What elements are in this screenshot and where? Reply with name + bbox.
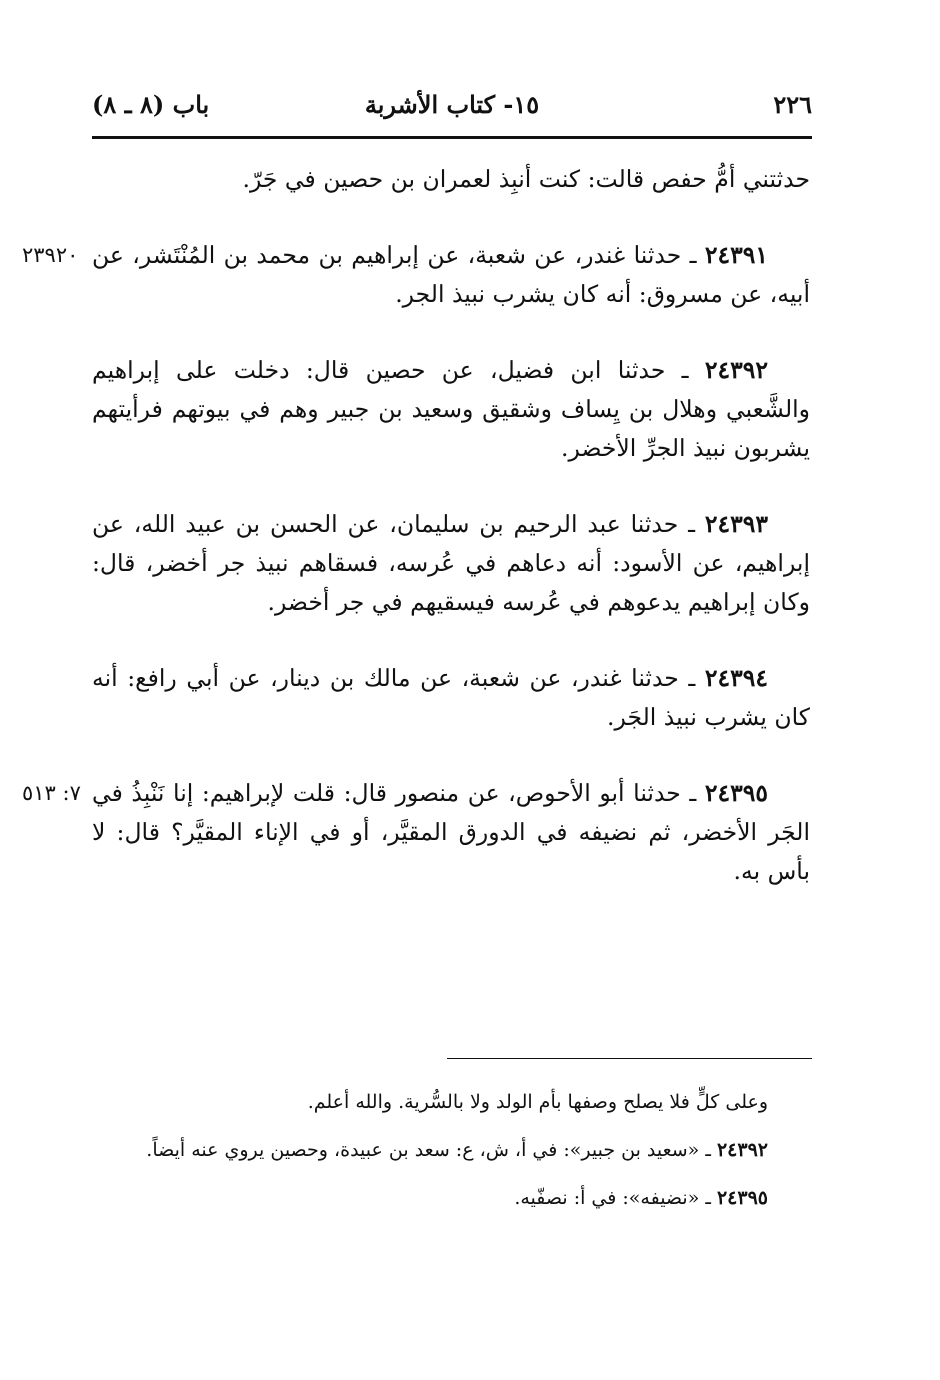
hadith-number: ٢٤٣٩٣ (704, 510, 768, 538)
hadith-text: ـ حدثنا ابن فضيل، عن حصين قال: دخلت على إبراهيم والشَّعبي وهلال بن يِساف وشقيق وسعيد بن جبير وهم في بيوتهم فرأيتهم يشربون نبيذ الجرِّ الأخضر. (92, 356, 810, 462)
hadith-24395 (22, 774, 810, 891)
footnote-separator (447, 1058, 812, 1059)
footnote-number: ٢٤٣٩٥ (716, 1187, 768, 1209)
footnote-24395 (92, 1180, 810, 1216)
footnotes (92, 1084, 810, 1228)
hadith-24391 (22, 236, 810, 314)
book-title: ١٥- كتاب الأشربة (364, 90, 540, 119)
header-rule (92, 136, 812, 139)
hadith-24392 (92, 351, 810, 468)
margin-reference: ٢٣٩٢٠ (22, 243, 79, 267)
footnote-text: ـ «سعيد بن جبير»: في أ، ش، ع: سعد بن عبيدة، وحصين يروي عنه أيضاً. (146, 1139, 717, 1161)
footnote-text: ـ «نضيفه»: في أ: نصفّيه. (514, 1187, 717, 1209)
footnote-continuation (92, 1084, 810, 1120)
hadith-number: ٢٤٣٩٤ (704, 664, 768, 692)
footnote-number: ٢٤٣٩٢ (716, 1139, 768, 1161)
hadith-number: ٢٤٣٩٢ (704, 356, 768, 384)
hadith-text: ـ حدثنا أبو الأحوص، عن منصور قال: قلت لإبراهيم: إنا نَنْبِذُ في الجَر الأخضر، ثم نضيفه في الدورق المقيَّر، أو في الإناء المقيَّر؟ قال: لا بأس به. (92, 779, 810, 885)
hadith-24393 (92, 505, 810, 622)
main-text (22, 160, 810, 928)
footnote-24392 (92, 1132, 810, 1168)
chapter-label: باب (٨ ـ ٨) (92, 90, 210, 119)
hadith-text: ـ حدثنا غندر، عن شعبة، عن إبراهيم بن محمد بن المُنْتَشر، عن أبيه، عن مسروق: أنه كان يشرب نبيذ الجر. (92, 241, 810, 308)
hadith-number: ٢٤٣٩٥ (704, 779, 768, 807)
footnote-text: وعلى كلٍّ فلا يصلح وصفها بأم الولد ولا بالسُّرية. والله أعلم. (307, 1091, 768, 1113)
hadith-24394 (92, 659, 810, 737)
paragraph-continuation (92, 160, 810, 199)
hadith-text: ـ حدثنا غندر، عن شعبة، عن مالك بن دينار، عن أبي رافع: أنه كان يشرب نبيذ الجَر. (92, 664, 810, 731)
margin-reference: ٧: ٥١٣ (22, 781, 81, 805)
page-number: ٢٢٦ (773, 90, 812, 119)
running-header (92, 88, 812, 132)
paragraph-text: حدثتني أمُّ حفص قالت: كنت أنبِذ لعمران بن حصين في جَرّ. (242, 165, 810, 193)
hadith-text: ـ حدثنا عبد الرحيم بن سليمان، عن الحسن بن عبيد الله، عن إبراهيم، عن الأسود: أنه دعاهم في عُرسه، فسقاهم نبيذ جر أخضر، قال: وكان إبراهيم يدعوهم في عُرسه فيسقيهم في جر أخضر. (92, 510, 810, 616)
hadith-number: ٢٤٣٩١ (704, 241, 768, 269)
